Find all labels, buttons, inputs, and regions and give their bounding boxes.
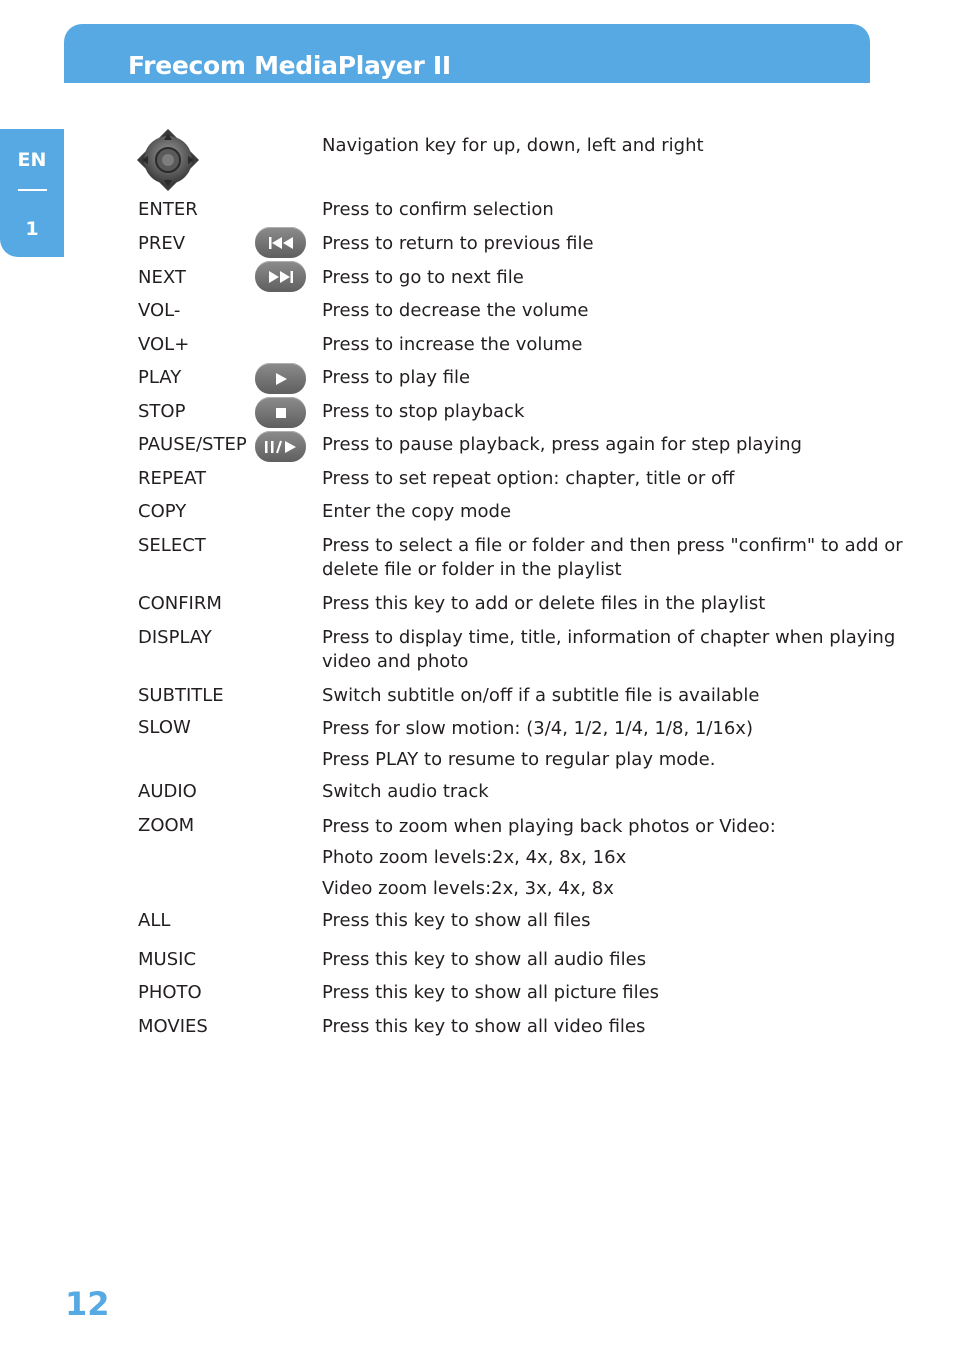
play-icon (255, 363, 306, 394)
key-description: Press this key to show all files (322, 910, 591, 931)
key-description: Press to go to next file (322, 267, 524, 288)
key-label: SLOW (138, 717, 191, 738)
key-description: Switch subtitle on/off if a subtitle file is available (322, 685, 760, 706)
key-label: VOL+ (138, 334, 190, 355)
key-description: Press to stop playback (322, 401, 525, 422)
key-label: COPY (138, 501, 187, 522)
key-label: PHOTO (138, 982, 202, 1003)
key-label: AUDIO (138, 781, 197, 802)
key-description: Press to select a file or folder and then press "confirm" to add or delete file or folder in the playlist (322, 535, 903, 580)
key-label: SUBTITLE (138, 685, 224, 706)
nav-key-description: Navigation key for up, down, left and right (322, 135, 704, 156)
key-label: REPEAT (138, 468, 207, 489)
key-description: Press this key to show all picture files (322, 982, 660, 1003)
previous-track-icon (255, 227, 306, 258)
key-label: ZOOM (138, 815, 195, 836)
key-description: Press to play file (322, 367, 471, 388)
page-number: 12 (65, 1285, 110, 1323)
chapter-number: 1 (25, 218, 39, 240)
next-track-icon (255, 261, 306, 292)
key-label: PLAY (138, 367, 182, 388)
key-description: Press to zoom when playing back photos or Video: Photo zoom levels:2x, 4x, 8x, 16x Video zoom levels:2x, 3x, 4x, 8x (322, 816, 776, 899)
key-description: Press to pause playback, press again for step playing (322, 434, 802, 455)
page-title: Freecom MediaPlayer II (128, 51, 451, 80)
key-description: Press for slow motion: (3/4, 1/2, 1/4, 1/8, 1/16x) Press PLAY to resume to regular play mode. (322, 718, 753, 770)
key-description: Press to confirm selection (322, 199, 554, 220)
pause-step-icon (255, 431, 306, 462)
stop-icon (255, 397, 306, 428)
tab-divider (18, 189, 47, 191)
language-label: EN (17, 149, 47, 171)
key-description: Press to increase the volume (322, 334, 583, 355)
key-description: Press to return to previous file (322, 233, 594, 254)
key-description: Press this key to show all video files (322, 1016, 646, 1037)
dpad-icon (135, 127, 201, 193)
key-label: MOVIES (138, 1016, 208, 1037)
key-label: PAUSE/STEP (138, 434, 247, 455)
key-label: ENTER (138, 199, 198, 220)
key-label: NEXT (138, 267, 186, 288)
key-description: Press this key to show all audio files (322, 949, 647, 970)
key-description: Press to decrease the volume (322, 300, 589, 321)
key-description: Press to set repeat option: chapter, title or off (322, 468, 735, 489)
key-description: Switch audio track (322, 781, 489, 802)
key-label: PREV (138, 233, 186, 254)
key-label: VOL- (138, 300, 181, 321)
key-description: Press to display time, title, information of chapter when playing video and photo (322, 627, 896, 672)
key-label: MUSIC (138, 949, 197, 970)
key-label: CONFIRM (138, 593, 222, 614)
key-label: DISPLAY (138, 627, 212, 648)
key-label: STOP (138, 401, 186, 422)
key-label: ALL (138, 910, 171, 931)
key-description: Press this key to add or delete files in the playlist (322, 593, 766, 614)
key-description: Enter the copy mode (322, 501, 512, 522)
key-label: SELECT (138, 535, 206, 556)
